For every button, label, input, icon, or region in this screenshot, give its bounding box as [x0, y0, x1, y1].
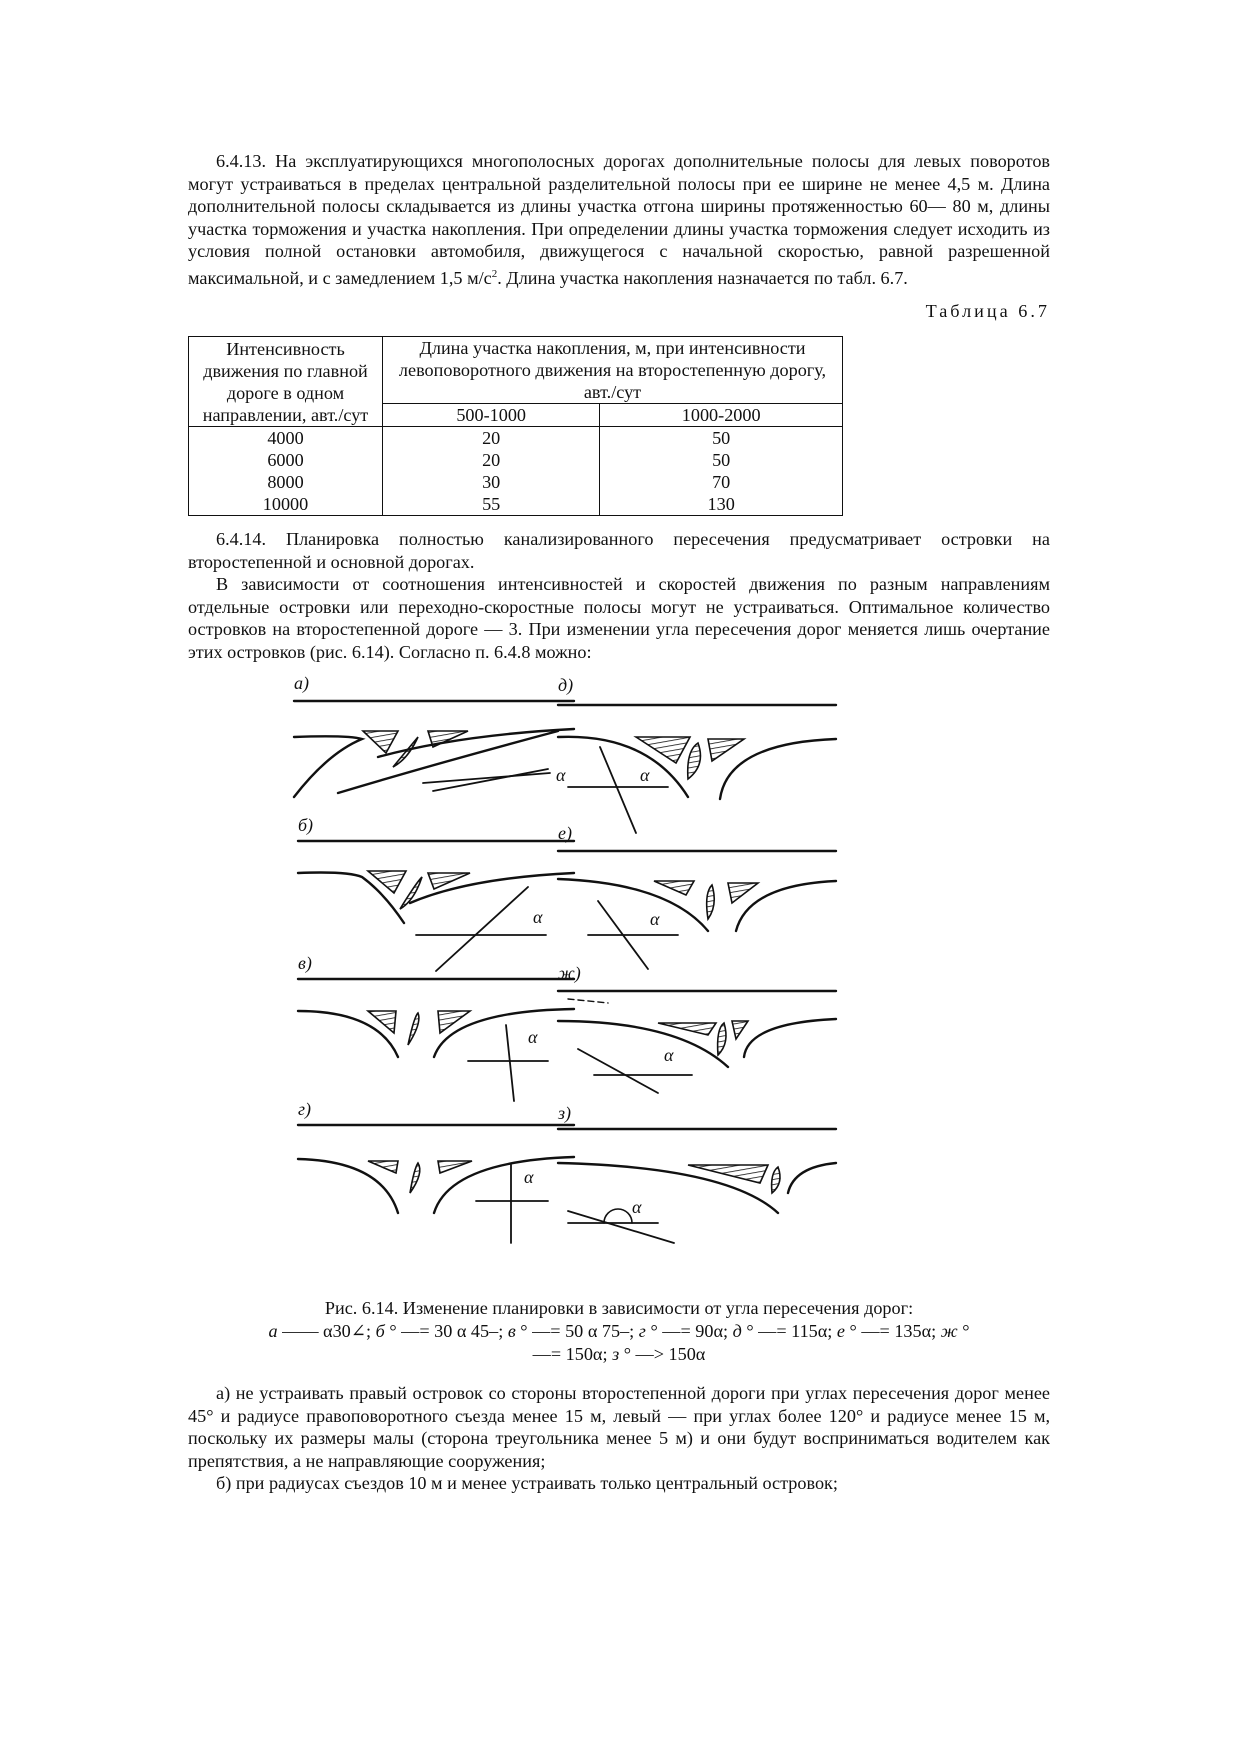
figure-caption-line1: Рис. 6.14. Изменение планировки в зависимости от угла пересечения дорог:: [324, 1298, 914, 1319]
panel-label: д): [558, 675, 574, 696]
table-subheader-2: 1000-2000: [600, 404, 843, 427]
paragraph-a: а) не устраивать правый островок со стороны второстепенной дороги при углах пересечения дорог менее 45° и радиусе правоповоротного съезда менее 15 м, левый — при углах более 120° и радиусе менее 15 м, поскольку их размеры малы (сторона треугольника менее 5 м) и они будут восприниматься водителем как препятствия, а не направляющие сооружения;: [188, 1383, 1050, 1471]
document-page: [188, 150, 1050, 1495]
table-cell: 70: [600, 471, 843, 493]
table-caption: Таблица 6.7: [925, 301, 1050, 322]
panel-d: [558, 675, 836, 833]
table-cell: 30: [383, 471, 600, 493]
table-cell: 130: [600, 493, 843, 516]
superscript-2: 2: [491, 267, 498, 280]
paragraph-6-4-13: 6.4.13. На эксплуатирующихся многополосных дорогах дополнительные полосы для левых поворотов могут устраиваться в пределах центральной разделительной полосы при ее ширине не менее 4,5 м. Длина дополнительной полосы складывается из длины участка отгона ширины протяженностью 60— 80 м, длины участка торможения и участка накопления. При определении длины участка торможения следует исходить из условия полной остановки автомобиля, движущегося с начальной скоростью, равной разрешенной максимальной, и с замедлением 1,5 $м/с^2$. Длина участка накопления назначается по табл. 6.7.: [188, 151, 1050, 288]
panel-g: [298, 1099, 574, 1243]
table-cell: 20: [383, 427, 600, 450]
panel-zh: [558, 963, 836, 1093]
panel-z: [557, 1103, 836, 1243]
table-cell: 8000: [189, 471, 383, 493]
panel-label: б): [298, 815, 314, 836]
panel-label: ж): [558, 963, 581, 984]
figure-6-14: [188, 673, 1050, 1293]
panel-v: [298, 953, 574, 1101]
alpha-label: α: [664, 1045, 674, 1066]
table-cell: 50: [600, 427, 843, 450]
paragraph-6-4-14: 6.4.14. Планировка полностью канализированного пересечения предусматривает островки на второстепенной и основной дорогах.: [188, 529, 1050, 572]
panel-b: [298, 815, 574, 971]
table-row: [189, 449, 843, 471]
figure-caption: [188, 1297, 1050, 1366]
figure-caption-line3: —= 150α; з ° —> 150α: [532, 1344, 706, 1365]
panel-label: г): [298, 1099, 312, 1120]
alpha-label: α: [640, 765, 650, 786]
figure-caption-line2: а —— α30∠; б ° —= 30 α 45–; в ° —= 50 α 75–; г ° —= 90α; д ° —= 115α; е ° —= 135α; ж °: [268, 1321, 970, 1342]
table-subheader-1: 500-1000: [383, 404, 600, 427]
table-cell: 4000: [189, 427, 383, 450]
table-header-length: Длина участка накопления, м, при интенсивности левоповоротного движения на второстепенную дорогу, авт./сут: [383, 337, 843, 404]
table-cell: 55: [383, 493, 600, 516]
table-cell: 20: [383, 449, 600, 471]
panel-label: е): [558, 823, 572, 844]
panel-a: [294, 673, 574, 797]
paragraph-b: б) при радиусах съездов 10 м и менее устраивать только центральный островок;: [216, 1473, 838, 1494]
table-header-intensity: Интенсивность движения по главной дороге в одном направлении, авт./сут: [189, 337, 383, 427]
alpha-label: α: [528, 1027, 538, 1048]
panel-label: з): [558, 1103, 572, 1124]
table-cell: 10000: [189, 493, 383, 516]
panel-e: [558, 823, 836, 969]
alpha-label: α: [524, 1167, 534, 1188]
panel-label: а): [294, 673, 309, 694]
intersection-diagrams: [188, 673, 1050, 1293]
alpha-label: α: [650, 909, 660, 930]
alpha-label: α: [556, 765, 566, 786]
table-6-7: [188, 336, 843, 516]
alpha-label: α: [533, 907, 543, 928]
table-cell: 6000: [189, 449, 383, 471]
table-row: [189, 493, 843, 516]
table-row: [189, 427, 843, 450]
paragraph-dependence: В зависимости от соотношения интенсивностей и скоростей движения по разным направлениям отдельные островки или переходно-скоростные полосы могут не устраиваться. Оптимальное количество островков на второстепенной дороге — 3. При изменении угла пересечения дорог меняется лишь очертание этих островков (рис. 6.14). Согласно п. 6.4.8 можно:: [188, 574, 1050, 662]
table-row: [189, 471, 843, 493]
panel-label: в): [298, 953, 312, 974]
alpha-label: α: [632, 1197, 642, 1218]
table-cell: 50: [600, 449, 843, 471]
